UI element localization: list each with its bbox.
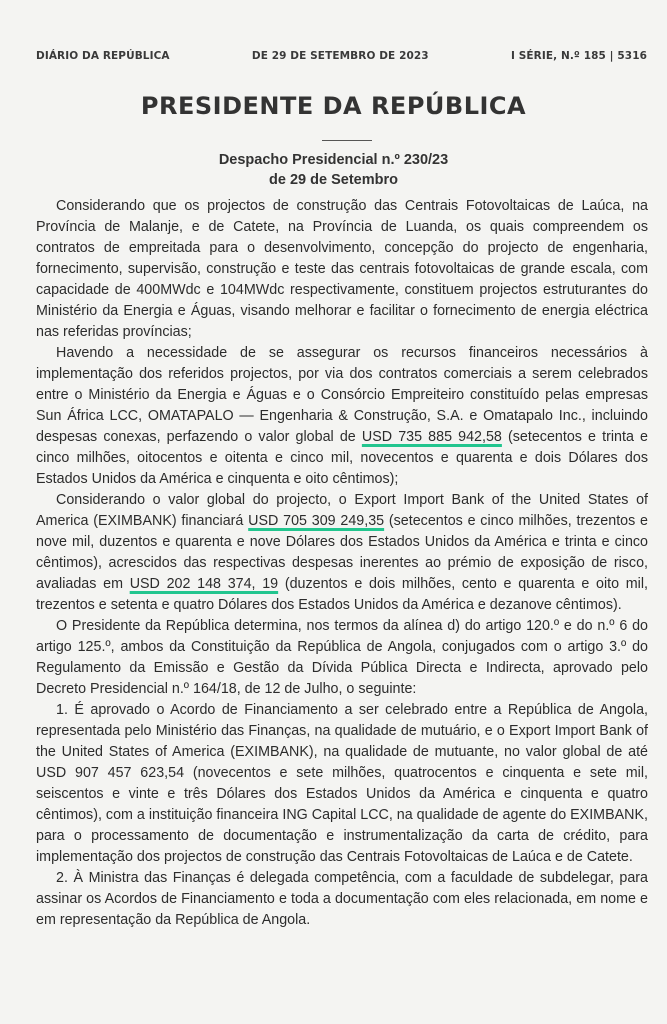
paragraph-2-text-a: Havendo a necessidade de se assegurar os recursos financeiros necessários à implementação dos referidos projectos, por via dos contratos comerciais a serem celebrados entre o Ministério da Energia e Águas e o Consórcio Empreiteiro constituído pelas empresas Sun África LCC, OMATAPALO — Engenharia & Construção, S.A. e Omatapalo Inc., incluindo despesas conexas, perfazendo o valor global de xyxy=(36,345,648,445)
paragraph-3-text-c: (duzentos e dois milhões, cento e quarenta e oito mil, trezentos e setenta e quatro Dólares dos Estados Unidos da América e dezanove cêntimos). xyxy=(36,576,648,613)
section-title: PRESIDENTE DA REPÚBLICA xyxy=(140,92,527,120)
page-header xyxy=(36,50,647,62)
highlighted-amount-3: USD 202 148 374, 19 xyxy=(129,576,279,592)
highlighted-amount-2: USD 705 309 249,35 xyxy=(248,513,385,529)
decree-number: Despacho Presidencial n.º 230/23 xyxy=(218,152,449,168)
paragraph-3-text-b: (setecentos e cinco milhões, trezentos e nove mil, duzentos e quarenta e nove Dólares dos Estados Unidos da América e trinta e cinco cêntimos), acrescidos das respectivas despesas inerentes ao prémio de exposição de risco, avaliadas em xyxy=(36,513,649,592)
publication-name: DIÁRIO DA REPÚBLICA xyxy=(36,50,170,62)
publication-date: DE 29 DE SETEMBRO DE 2023 xyxy=(251,50,429,62)
paragraph-2-text-b: (setecentos e trinta e cinco milhões, oitocentos e oitenta e cinco mil, novecentos e quarenta e dois Dólares dos Estados Unidos da América e cinquenta e oito cêntimos); xyxy=(36,429,648,487)
series-page-number: I SÉRIE, N.º 185 | 5316 xyxy=(510,50,647,62)
paragraph-6: 2. À Ministra das Finanças é delegada competência, com a faculdade de subdelegar, para assinar os Acordos de Financiamento e toda a documentação com eles relacionada, em nome e em representação da República de Angola. xyxy=(36,870,648,928)
paragraph-2 xyxy=(36,343,648,490)
paragraph-3 xyxy=(36,490,648,616)
paragraph-1: Considerando que os projectos de construção das Centrais Fotovoltaicas de Laúca, na Província de Malanje, e de Catete, na Província de Luanda, os quais compreendem os contratos de empreitada para o desenvolvimento, concepção do projecto de engenharia, fornecimento, supervisão, construção e teste das centrais fotovoltaicas de grande escala, com capacidade de 400MWdc e 104MWdc respectivamente, constituem projectos estruturantes do Ministério da Energia e Águas, visando melhorar e facilitar o fornecimento de energia eléctrica nas referidas províncias; xyxy=(36,198,648,340)
title-divider xyxy=(322,140,372,141)
decree-date: de 29 de Setembro xyxy=(269,172,398,188)
highlighted-amount-1: USD 735 885 942,58 xyxy=(361,429,502,445)
document-body xyxy=(36,196,648,931)
decree-heading xyxy=(0,150,667,190)
paragraph-5: 1. É aprovado o Acordo de Financiamento a ser celebrado entre a República de Angola, representada pelo Ministério das Finanças, na qualidade de mutuário, e o Export Import Bank of the United States of America (EXIMBANK), na qualidade de mutuante, no valor global de até USD 907 457 623,54 (novecentos e sete milhões, quatrocentos e cinquenta e sete mil, seiscentos e vinte e três Dólares dos Estados Unidos da América e cinquenta e quatro cêntimos), com a instituição financeira ING Capital LCC, na qualidade de agente do EXIMBANK, para o processamento de documentação e instrumentalização da carta de crédito, para implementação dos projectos de construção das Centrais Fotovoltaicas de Laúca e de Catete. xyxy=(36,702,648,865)
paragraph-3-text-a: Considerando o valor global do projecto, o Export Import Bank of the United States of America (EXIMBANK) financiará xyxy=(36,492,648,529)
paragraph-4: O Presidente da República determina, nos termos da alínea d) do artigo 120.º e do n.º 6 do artigo 125.º, ambos da Constituição da República de Angola, conjugados com o artigo 3.º do Regulamento da Emissão e Gestão da Dívida Pública Directa e Indirecta, aprovado pelo Decreto Presidencial n.º 164/18, de 12 de Julho, o seguinte: xyxy=(36,618,648,697)
